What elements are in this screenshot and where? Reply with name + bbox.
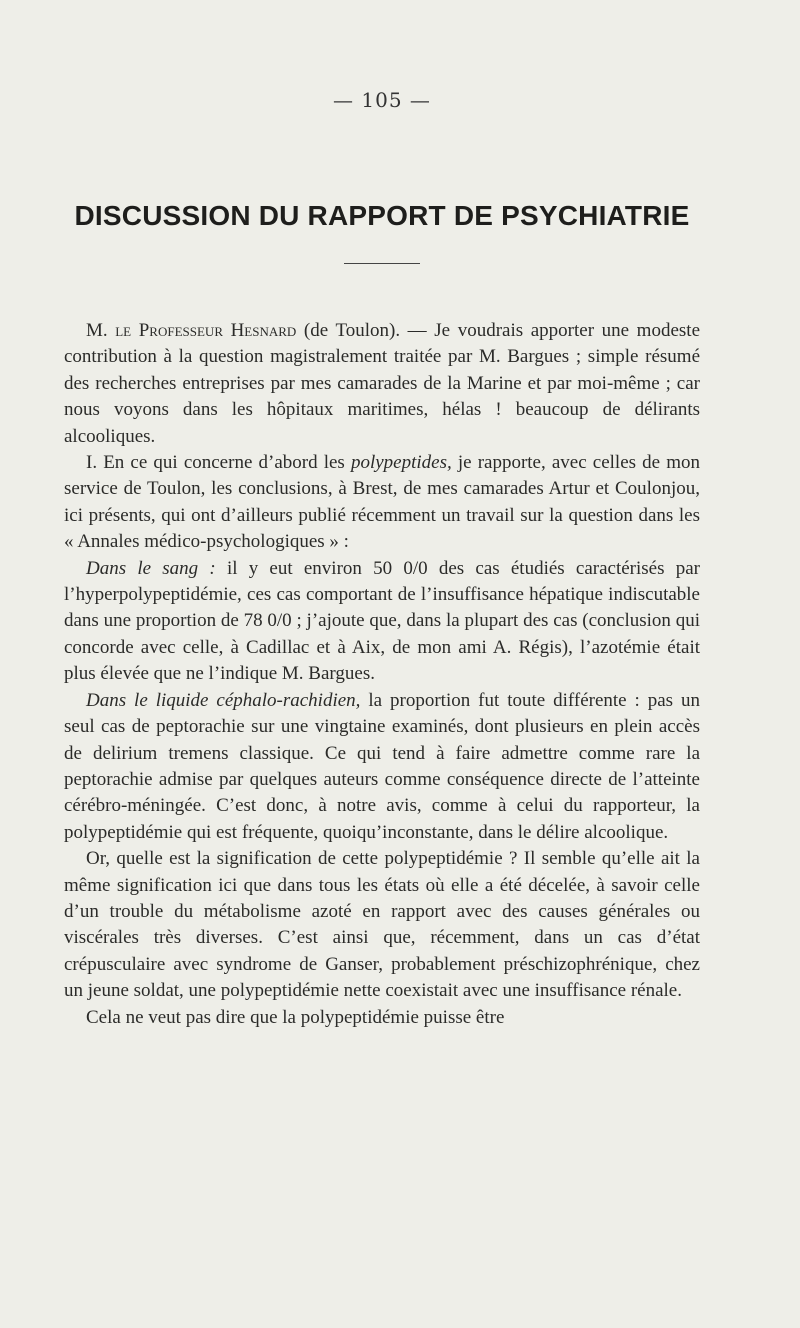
paragraph-3-heading: Dans le sang : bbox=[86, 557, 216, 579]
title-divider bbox=[344, 263, 420, 264]
paragraph-1 bbox=[64, 318, 700, 450]
body-text bbox=[64, 318, 700, 1031]
paragraph-2-text-start: I. En ce qui concerne d’abord les bbox=[86, 452, 351, 474]
paragraph-4-text: la proportion fut toute différente : pas un seul cas de peptorachie sur une vingtaine examinés, dont plusieurs en plein accès de delirium tremens classique. Ce qui tend à faire admettre comme rare la peptorachie admise par quelques auteurs comme conséquence directe de l’atteinte cérébro-méningée. C’est donc, à notre avis, comme à celui du rapporteur, la polypeptidémie qui est fréquente, quoiqu’inconstante, dans le délire alcoolique. bbox=[64, 689, 701, 843]
page-title: DISCUSSION DU RAPPORT DE PSYCHIATRIE bbox=[74, 200, 690, 231]
paragraph-5 bbox=[64, 846, 700, 1004]
paragraph-3-text: il y eut environ 50 0/0 des cas étudiés caractérisés par l’hyperpolypeptidémie, ces cas comportant de l’insuffisance hépatique indiscutable dans une proportion de 78 0/0 ; j’ajoute que, dans la plupart des cas (conclusion qui concorde avec celle, à Cadillac et à Aix, de mon ami A. Régis), l’azotémie était plus élevée que ne l’indique M. Bargues. bbox=[64, 557, 700, 685]
paragraph-6-text: Cela ne veut pas dire que la polypeptidémie puisse être bbox=[86, 1006, 505, 1028]
page-number: — 105 — bbox=[333, 88, 431, 112]
paragraph-1-text: (de Toulon). — Je voudrais apporter une modeste contribution à la question magistralement traitée par M. Bargues ; simple résumé des recherches entreprises par mes camarades de la Marine et par moi-même ; car nous voyons dans les hôpitaux maritimes, hélas ! beaucoup de délirants alcooliques. bbox=[64, 320, 700, 447]
paragraph-2 bbox=[64, 450, 700, 556]
paragraph-4-heading: Dans le liquide céphalo-rachidien, bbox=[86, 689, 361, 711]
paragraph-2-text-end: je rapporte, avec celles de mon service de Toulon, les conclusions, à Brest, de mes camarades Artur et Coulonjou, ici présents, qui ont d’ailleurs publié récemment un travail sur la question dans les « Annales médico-psychologiques » : bbox=[64, 452, 700, 553]
paragraph-2-italic-term: polypeptides, bbox=[350, 452, 452, 474]
paragraph-6 bbox=[64, 1005, 700, 1031]
paragraph-4 bbox=[64, 688, 700, 846]
paragraph-5-text: Or, quelle est la signification de cette polypeptidémie ? Il semble qu’elle ait la même signification ici que dans tous les états où elle a été décelée, à savoir celle d’un trouble du métabolisme azoté en rapport avec des causes générales ou viscérales très diverses. C’est ainsi que, récemment, dans un cas d’état crépusculaire avec syndrome de Ganser, probablement préschizophrénique, chez un jeune soldat, une polypeptidémie nette coexistait avec une insuffisance rénale. bbox=[64, 848, 700, 1002]
speaker-name: M. le Professeur Hesnard bbox=[86, 320, 297, 341]
paragraph-3 bbox=[64, 556, 700, 688]
